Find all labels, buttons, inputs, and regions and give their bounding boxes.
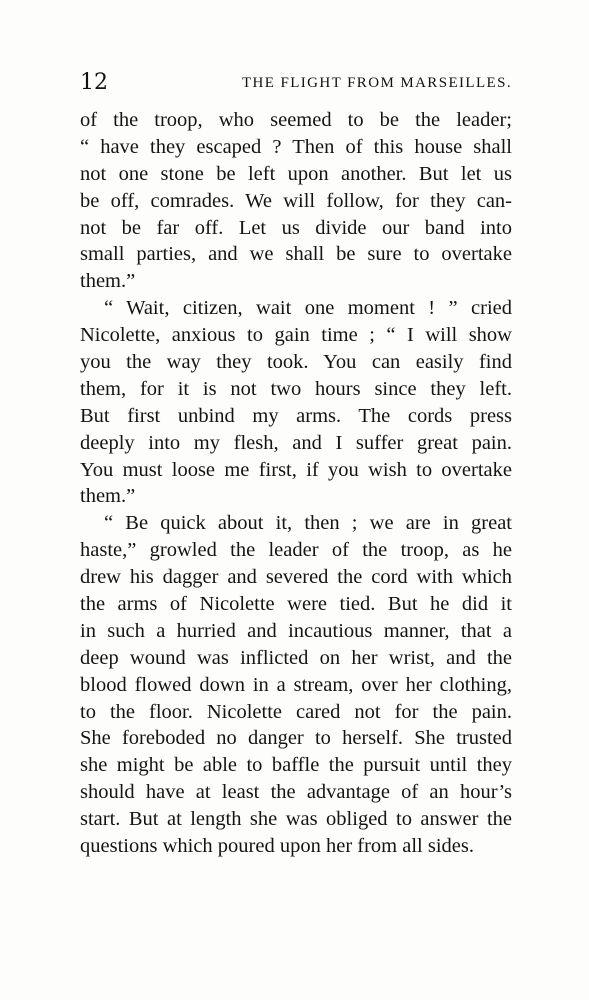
text-line: not be far off. Let us divide our band into: [80, 216, 512, 239]
text-line: She foreboded no danger to herself. She trusted: [80, 727, 512, 750]
text-line: “ Be quick about it, then ; we are in great: [104, 512, 512, 535]
text-line: questions which poured upon her from all sides.: [80, 835, 474, 858]
text-line: “ Wait, citizen, wait one moment ! ” cried: [104, 297, 512, 320]
text-line: of the troop, who seemed to be the leader;: [80, 109, 512, 131]
text-line: deeply into my flesh, and I suffer great pain.: [80, 431, 512, 454]
text-line: not one stone be left upon another. But let us: [80, 162, 512, 185]
text-line: small parties, and we shall be sure to overtake: [80, 243, 512, 266]
text-line: you the way they took. You can easily find: [80, 351, 512, 374]
page-header: [80, 66, 512, 100]
running-title: THE FLIGHT FROM MARSEILLES.: [241, 75, 512, 91]
text-line: should have at least the advantage of an hour’s: [80, 781, 512, 804]
text-line: deep wound was inflicted on her wrist, and the: [80, 646, 512, 669]
text-line: blood flowed down in a stream, over her clothing,: [80, 673, 512, 696]
text-line: be off, comrades. We will follow, for they can-: [80, 189, 512, 212]
text-line: But first unbind my arms. The cords press: [80, 404, 512, 427]
text-line: in such a hurried and incautious manner, that a: [80, 619, 512, 642]
text-line: haste,” growled the leader of the troop, as he: [80, 539, 512, 562]
text-line: You must loose me first, if you wish to overtake: [80, 458, 512, 481]
text-line: them.”: [80, 270, 136, 293]
text-line: drew his dagger and severed the cord with which: [80, 566, 512, 589]
text-line: them, for it is not two hours since they left.: [80, 377, 512, 400]
text-line: to the floor. Nicolette cared not for the pain.: [80, 700, 512, 723]
text-line: she might be able to baffle the pursuit until they: [80, 754, 512, 777]
text-line: the arms of Nicolette were tied. But he did it: [80, 593, 512, 616]
text-line: Nicolette, anxious to gain time ; “ I will show: [80, 324, 512, 347]
text-line: start. But at length she was obliged to answer the: [80, 808, 512, 831]
text-line: “ have they escaped ? Then of this house shall: [80, 135, 512, 158]
body-text: [80, 107, 512, 860]
text-line: them.”: [80, 485, 136, 508]
page-number: 12: [80, 70, 108, 95]
